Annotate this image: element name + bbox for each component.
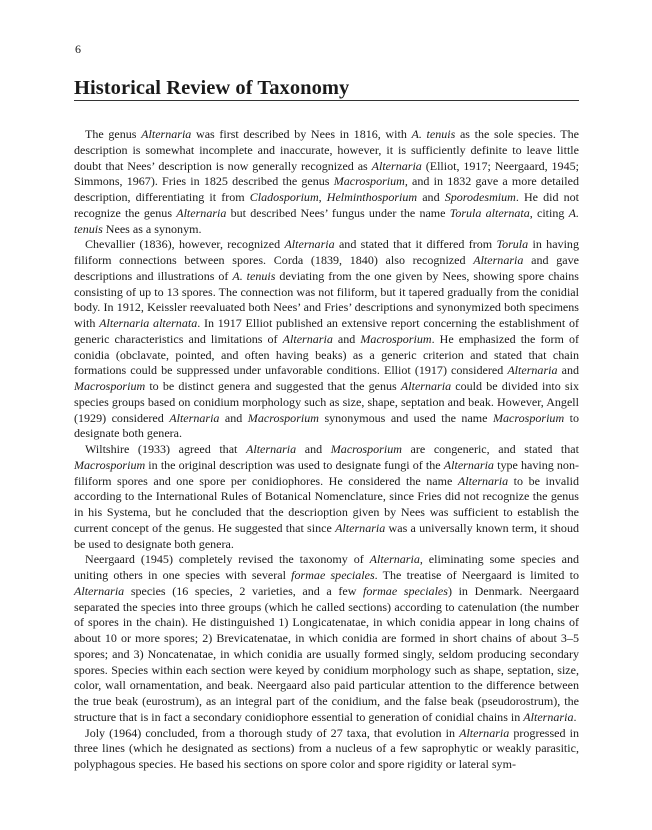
title-rule: [74, 100, 579, 101]
body-text: [74, 127, 579, 773]
chapter-title: Historical Review of Taxonomy: [74, 77, 350, 99]
paragraph: The genus Alternaria was first described by Nees in 1816, with A. tenuis as the sole species. The description is somewhat incomplete and inaccurate, however, it is sufficiently definite to leave little doubt that Nees’ description is now generally recognized as Alternaria (Elliot, 1917; Neergaard, 1945; Simmons, 1967). Fries in 1825 described the genus Macrosporium, and in 1832 gave a more detailed description, differentiating it from Cladosporium, Helminthosporium and Sporodesmium. He did not recognize the genus Alternaria but described Nees’ fungus under the name Torula alternata, citing A. tenuis Nees as a synonym.: [74, 127, 580, 236]
paragraph: Wiltshire (1933) agreed that Alternaria and Macrosporium are congeneric, and stated that Macrosporium in the original description was used to designate fungi of the Alternaria type having non-filiform spores and one spore per conidiophores. He considered the name Alternaria to be invalid according to the International Rules of Botanical Nomenclature, since Fries did not recognize the genus in his Systema, but he concluded that the descrioption given by Nees was sufficient to establish the current concept of the genus. He suggested that since Alternaria was a universally known term, it shoud be used to designate both genera.: [74, 442, 579, 551]
page-number: 6: [75, 42, 81, 56]
paragraph: Neergaard (1945) completely revised the taxonomy of Alternaria, eliminating some species and uniting others in one species with several formae speciales. The treatise of Neergaard is limited to Alternaria species (16 species, 2 varieties, and a few formae speciales) in Denmark. Neergaard separated the species into three groups (which he called sections) according to catenulation (the number of spores in the chain). He distinguished 1) Longicatenatae, in which conidia appear in long chains of about 10 or more spores; 2) Brevicatenatae, in which conidia are formed in short chains of about 3–5 spores; and 3) Noncatenatae, in which conidia are usually formed singly, seldom producing secondary spores. Species within each section were keyed by conidium morphology such as shape, septation, size, color, wall ornamentation, and beak. Neergaard also paid particular attention to the difference between the true beak (eurostrum), as an integral part of the conidium, and the false beak (pseudorostrum), the structure that is in fact a secondary conidiophore essential to generation of conidial chains in Alternaria.: [74, 552, 579, 724]
paragraph: Chevallier (1836), however, recognized Alternaria and stated that it differed from Torula in having filiform connections between spores. Corda (1839, 1840) also recognized Alternaria and gave descriptions and illustrations of A. tenuis deviating from the one given by Nees, showing spore chains consisting of up to 13 spores. The connection was not filiform, but it tapered gradually from the conidial body. In 1912, Keissler reevaluated both Nees’ and Fries’ descriptions and synonymized both specimens with Alternaria alternata. In 1917 Elliot published an extensive report concerning the establishment of generic characteristics and limitations of Alternaria and Macrosporium. He emphasized the form of conidia (obclavate, pointed, and often having beaks) as a generic criterion and stated that chain formations could be suppressed under unfavorable conditions. Elliot (1917) considered Alternaria and Macrosporium to be distinct genera and suggested that the genus Alternaria could be divided into six species groups based on conidium morphology such as size, shape, septation and beak. However, Angell (1929) considered Alternaria and Macrosporium synonymous and used the name Macrosporium to designate both genera.: [74, 237, 579, 441]
paragraph: Joly (1964) concluded, from a thorough study of 27 taxa, that evolution in Alternaria progressed in three lines (which he designated as sections) from a nucleus of a few saprophytic or weakly parasitic, polyphagous species. He based his sections on spore color and spore rigidity or lateral sym-: [74, 725, 579, 771]
